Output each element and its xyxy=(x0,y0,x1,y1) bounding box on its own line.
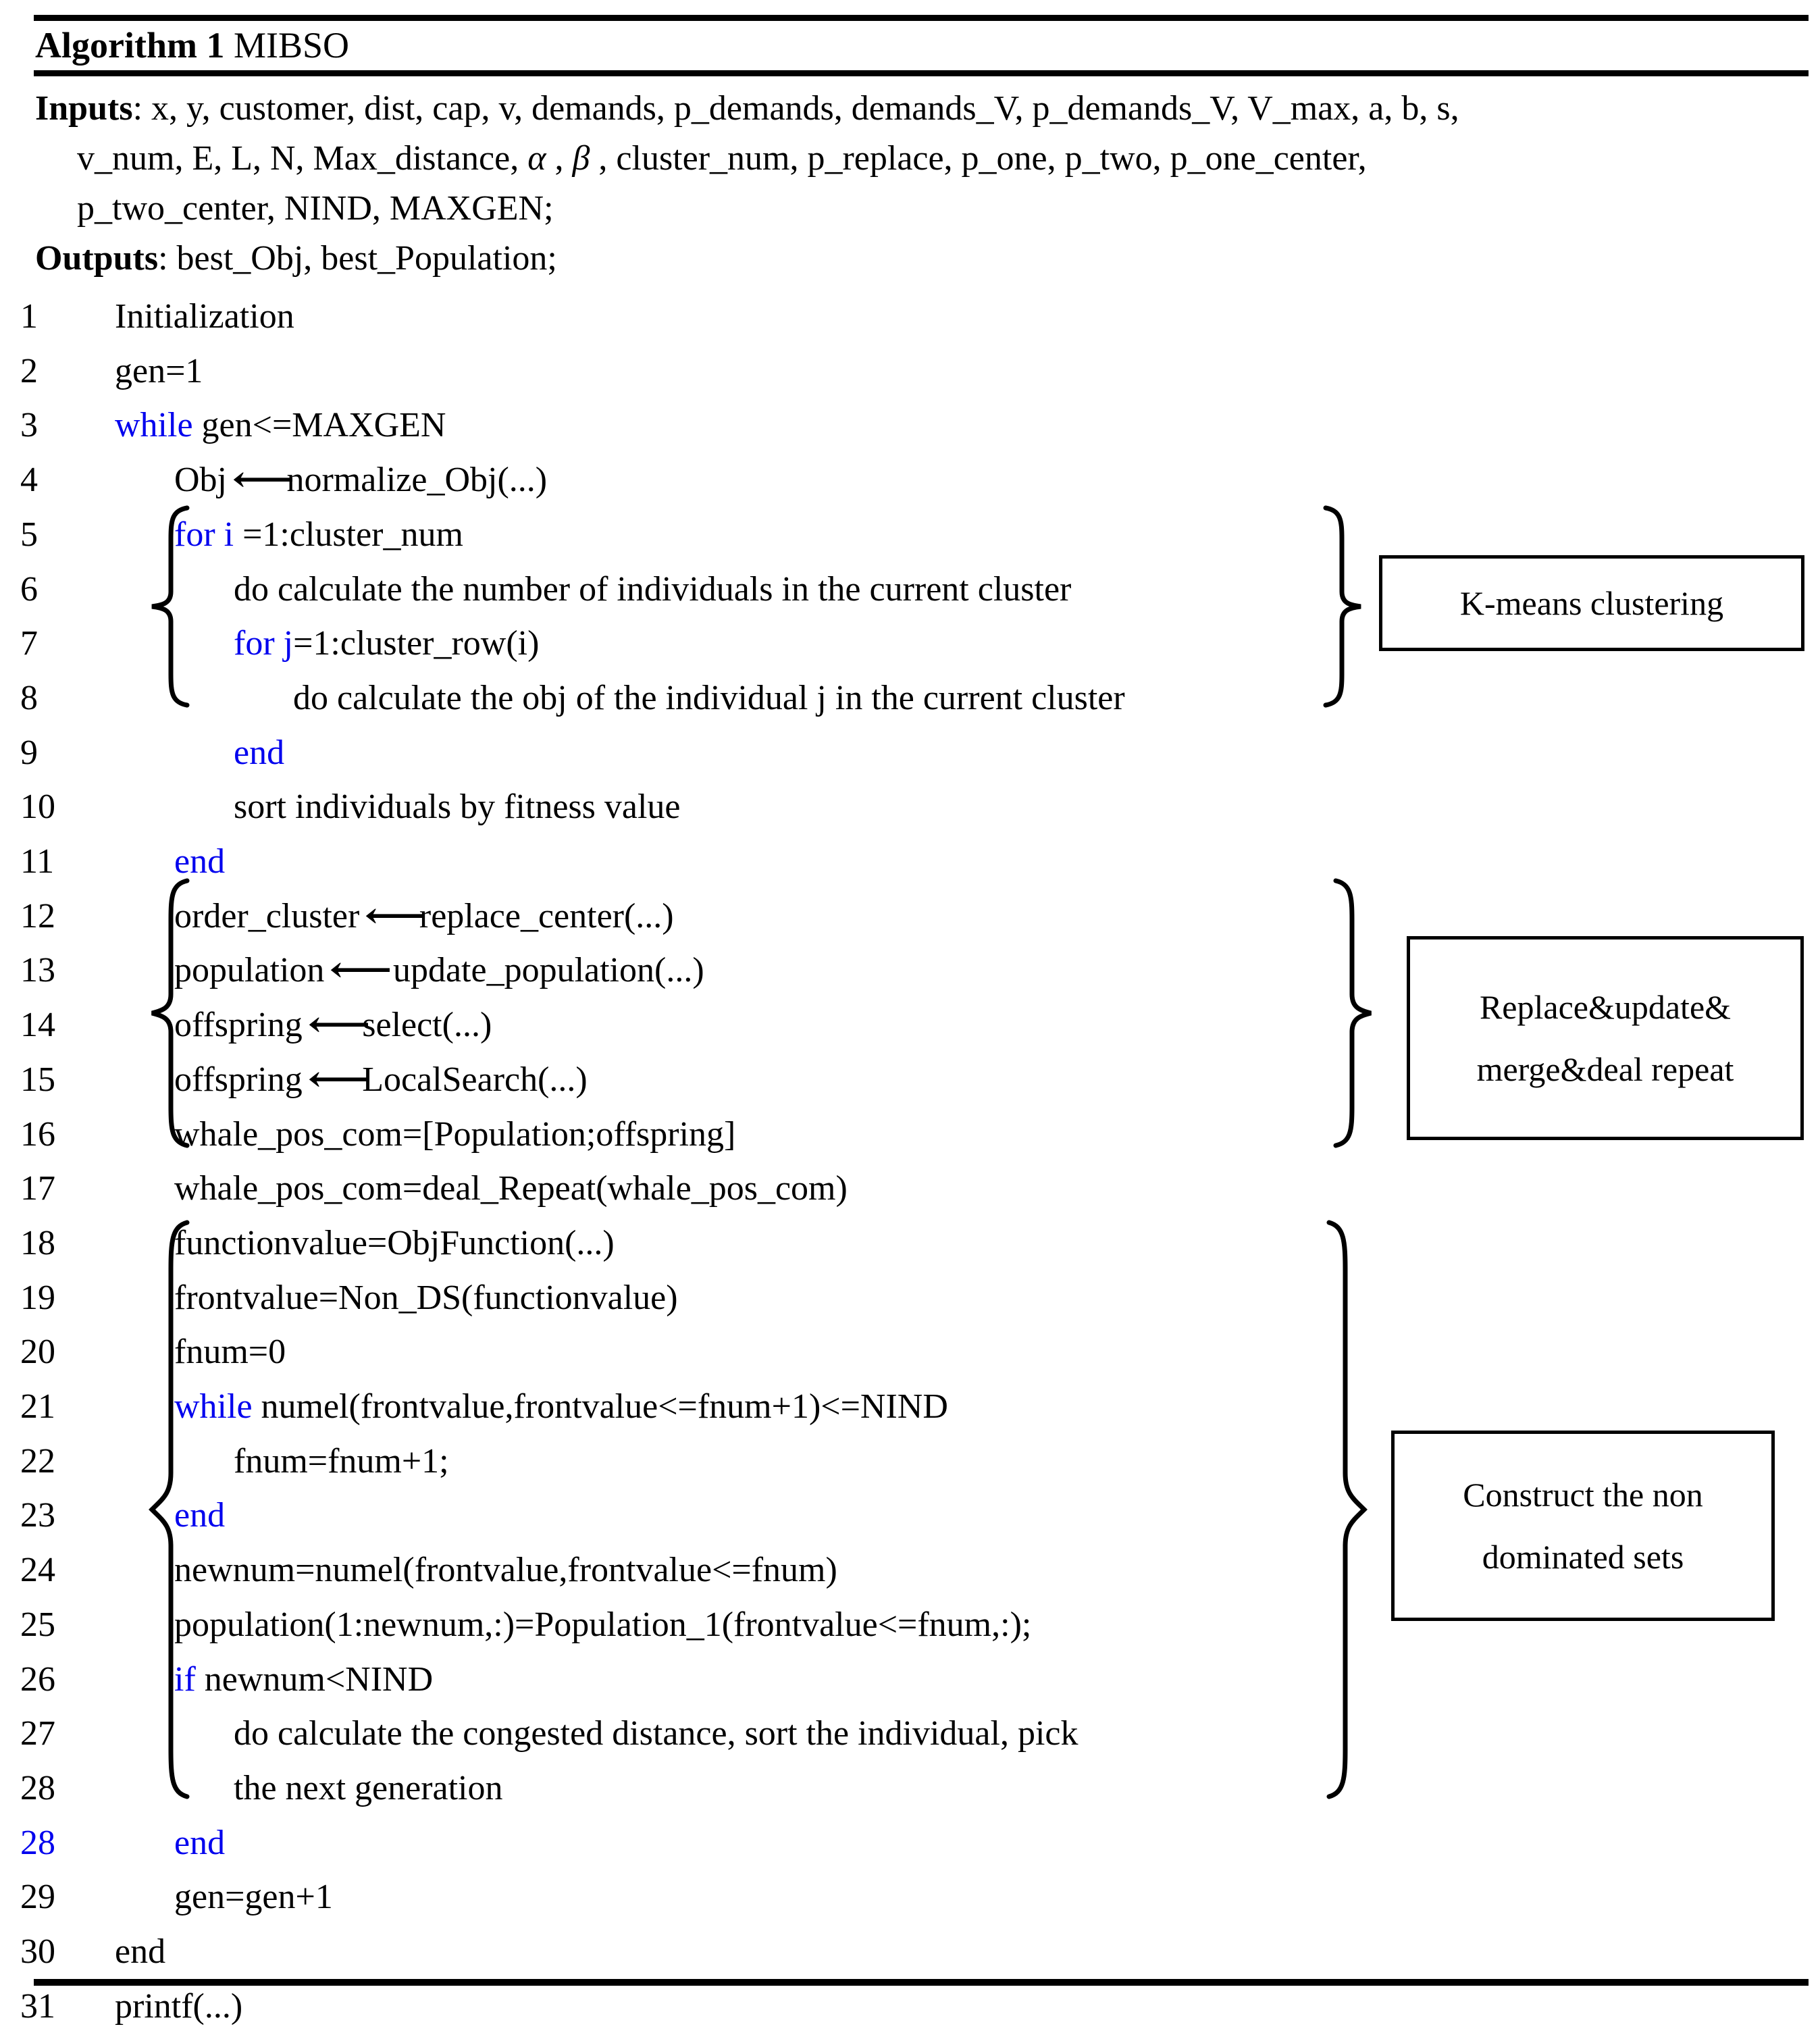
line-number-4: 4 xyxy=(20,461,38,500)
statement-text: Initialization xyxy=(115,297,294,336)
code-line xyxy=(0,727,1820,779)
keyword: end xyxy=(234,733,285,772)
code-line xyxy=(0,1272,1820,1324)
statement-text-after-arrow: replace_center(...) xyxy=(419,896,674,935)
statement-text: newnum=numel(frontvalue,frontvalue<=fnum) xyxy=(174,1551,837,1590)
statement-text: whale_pos_com=deal_Repeat(whale_pos_com) xyxy=(174,1169,848,1208)
line-number-8: 8 xyxy=(20,678,38,717)
outputs-line xyxy=(35,234,1791,284)
statement-text-after-arrow: normalize_Obj(...) xyxy=(286,461,548,500)
line-number-20: 20 xyxy=(20,1333,55,1372)
statement-text: do calculate the congested distance, sort the individual, pick xyxy=(234,1714,1078,1753)
statement-text: =1:cluster_num xyxy=(234,515,463,554)
code-line xyxy=(0,345,1820,398)
statement-text: offspring xyxy=(174,1060,303,1099)
inputs-line-3 xyxy=(35,184,1791,234)
annotation-box-nds xyxy=(1391,1431,1775,1621)
line-number-23: 23 xyxy=(20,1496,55,1535)
line-content xyxy=(115,1980,242,2033)
statement-text: population xyxy=(174,951,325,990)
statement-text: do calculate the number of individuals in the current cluster xyxy=(234,569,1072,609)
statement-text: fnum=0 xyxy=(174,1333,286,1372)
outputs-text: : best_Obj, best_Population; xyxy=(158,239,557,278)
line-content xyxy=(174,1054,588,1106)
code-line xyxy=(0,1381,1820,1433)
line-number-5: 5 xyxy=(20,515,38,554)
line-content xyxy=(174,1326,286,1379)
io-block xyxy=(35,84,1791,284)
line-content xyxy=(234,727,284,779)
line-number-6: 6 xyxy=(20,569,38,609)
inputs-text-2a: v_num, E, L, N, Max_distance, xyxy=(77,139,528,178)
line-content xyxy=(293,672,1125,725)
annotation-replace-line-2: merge&deal repeat xyxy=(1476,1050,1734,1088)
statement-text: Obj xyxy=(174,461,227,500)
code-line xyxy=(0,509,1820,561)
keyword: end xyxy=(174,1823,226,1862)
line-content xyxy=(174,999,492,1052)
line-content xyxy=(174,1162,848,1215)
line-number-28: 28 xyxy=(20,1768,55,1807)
statement-text: end xyxy=(115,1932,166,1971)
code-line xyxy=(0,1762,1820,1815)
keyword: end xyxy=(174,842,226,881)
statement-text: fnum=fnum+1; xyxy=(234,1441,449,1481)
line-number-25: 25 xyxy=(20,1605,55,1644)
line-content xyxy=(174,1817,225,1870)
alpha-symbol: α xyxy=(527,139,546,178)
line-number-27: 27 xyxy=(20,1714,55,1753)
code-line xyxy=(0,1217,1820,1270)
keyword: while xyxy=(115,406,193,445)
code-line xyxy=(0,835,1820,888)
line-number-9: 9 xyxy=(20,733,38,772)
statement-text-after-arrow: LocalSearch(...) xyxy=(362,1060,588,1099)
code-line xyxy=(0,454,1820,507)
inputs-text-1: : x, y, customer, dist, cap, v, demands, p_demands, demands_V, p_demands_V, V_max, a, b, s, xyxy=(132,89,1459,128)
code-line xyxy=(0,1980,1820,2033)
line-number-10: 10 xyxy=(20,788,55,827)
statement-text: gen=1 xyxy=(115,351,203,390)
line-number-30: 30 xyxy=(20,1932,55,1971)
keyword: if xyxy=(174,1659,196,1699)
line-number-22: 22 xyxy=(20,1441,55,1481)
line-number-7: 7 xyxy=(20,624,38,663)
inputs-text-3: p_two_center, NIND, MAXGEN; xyxy=(77,189,554,228)
annotation-box-kmeans xyxy=(1379,555,1804,651)
statement-text: offspring xyxy=(174,1006,303,1045)
line-number-18: 18 xyxy=(20,1223,55,1262)
annotation-kmeans-line-1: K-means clustering xyxy=(1459,584,1724,622)
keyword: for i xyxy=(174,515,234,554)
annotation-nds-line-1: Construct the non xyxy=(1463,1476,1703,1514)
line-content xyxy=(115,290,294,343)
code-line xyxy=(0,781,1820,833)
inputs-text-2c: , cluster_num, p_replace, p_one, p_two, p_one_center, xyxy=(590,139,1367,178)
line-content xyxy=(174,890,674,943)
line-number-3: 3 xyxy=(20,406,38,445)
line-content xyxy=(115,1926,165,1978)
line-content xyxy=(234,617,539,670)
line-content xyxy=(174,1108,735,1161)
algorithm-label: Algorithm 1 xyxy=(35,25,225,66)
keyword: end xyxy=(174,1496,226,1535)
line-content xyxy=(174,1217,615,1270)
code-line xyxy=(0,1871,1820,1924)
line-number-21: 21 xyxy=(20,1387,55,1426)
algorithm-name: MIBSO xyxy=(233,25,350,66)
line-number-24: 24 xyxy=(20,1551,55,1590)
statement-text: numel(frontvalue,frontvalue<=fnum+1)<=NIND xyxy=(252,1387,948,1426)
line-number-14: 14 xyxy=(20,1006,55,1045)
statement-text: population(1:newnum,:)=Population_1(frontvalue<=fnum,:); xyxy=(174,1605,1032,1644)
line-number-17: 17 xyxy=(20,1169,55,1208)
code-line xyxy=(0,1817,1820,1870)
code-line xyxy=(0,890,1820,943)
table-header-border xyxy=(34,70,1809,76)
statement-text: do calculate the obj of the individual j in the current cluster xyxy=(293,678,1125,717)
code-line xyxy=(0,1653,1820,1706)
statement-text: frontvalue=Non_DS(functionvalue) xyxy=(174,1278,678,1317)
code-line xyxy=(0,1707,1820,1760)
line-content xyxy=(174,1272,678,1324)
statement-text: =1:cluster_row(i) xyxy=(293,624,540,663)
inputs-line-2 xyxy=(35,134,1791,184)
algorithm-title xyxy=(35,22,349,69)
line-number-26: 26 xyxy=(20,1659,55,1699)
assignment-arrow-icon: ⟵ xyxy=(307,1060,369,1099)
algorithm-spacer xyxy=(224,25,234,66)
statement-text: functionvalue=ObjFunction(...) xyxy=(174,1223,615,1262)
inputs-line-1 xyxy=(35,84,1791,134)
keyword: for j xyxy=(234,624,294,663)
line-number-2: 2 xyxy=(20,351,38,390)
line-content xyxy=(174,1599,1031,1651)
line-content xyxy=(174,454,547,507)
line-content xyxy=(115,345,203,398)
line-number-19: 19 xyxy=(20,1278,55,1317)
line-number-31: 31 xyxy=(20,1986,55,2026)
statement-text: sort individuals by fitness value xyxy=(234,788,681,827)
line-content xyxy=(174,1489,225,1542)
line-content xyxy=(234,1707,1078,1760)
statement-text: gen=gen+1 xyxy=(174,1878,333,1917)
code-line xyxy=(0,399,1820,452)
assignment-arrow-icon: ⟵ xyxy=(364,896,426,935)
line-number-15: 15 xyxy=(20,1060,55,1099)
line-number-28b: 28 xyxy=(20,1823,55,1862)
statement-text: order_cluster xyxy=(174,896,360,935)
line-content xyxy=(174,1871,333,1924)
assignment-arrow-icon: ⟵ xyxy=(232,461,294,500)
line-content xyxy=(234,563,1071,616)
line-content xyxy=(234,781,680,833)
code-line xyxy=(0,290,1820,343)
line-number-1: 1 xyxy=(20,297,38,336)
line-number-29: 29 xyxy=(20,1878,55,1917)
inputs-label: Inputs xyxy=(35,89,133,128)
inputs-text-2b: , xyxy=(546,139,573,178)
code-line xyxy=(0,1162,1820,1215)
statement-text: whale_pos_com=[Population;offspring] xyxy=(174,1114,736,1154)
line-content xyxy=(174,1544,837,1597)
assignment-arrow-icon: ⟵ xyxy=(329,951,391,990)
keyword: while xyxy=(174,1387,253,1426)
line-content xyxy=(234,1762,503,1815)
line-content xyxy=(174,509,463,561)
statement-text-after-arrow: update_population(...) xyxy=(384,951,704,990)
line-number-16: 16 xyxy=(20,1114,55,1154)
line-number-11: 11 xyxy=(20,842,55,881)
line-number-13: 13 xyxy=(20,951,55,990)
annotation-box-replace xyxy=(1407,936,1804,1140)
statement-text: gen<=MAXGEN xyxy=(192,406,446,445)
statement-text-after-arrow: select(...) xyxy=(362,1006,492,1045)
statement-text: printf(...) xyxy=(115,1986,243,2026)
annotation-nds-line-2: dominated sets xyxy=(1482,1538,1684,1576)
line-content xyxy=(174,1381,948,1433)
line-content xyxy=(115,399,446,452)
annotation-replace-line-1: Replace&update& xyxy=(1479,988,1732,1026)
line-number-12: 12 xyxy=(20,896,55,935)
code-line xyxy=(0,1326,1820,1379)
table-top-border xyxy=(34,15,1809,21)
statement-text: newnum<NIND xyxy=(195,1659,434,1699)
line-content xyxy=(174,835,225,888)
line-content xyxy=(174,1653,433,1706)
outputs-label: Outputs xyxy=(35,239,159,278)
line-content xyxy=(234,1435,449,1488)
beta-symbol: β xyxy=(572,139,590,178)
code-line xyxy=(0,672,1820,725)
assignment-arrow-icon: ⟵ xyxy=(307,1006,369,1045)
code-line xyxy=(0,1926,1820,1978)
line-content xyxy=(174,944,704,997)
statement-text: the next generation xyxy=(234,1768,503,1807)
